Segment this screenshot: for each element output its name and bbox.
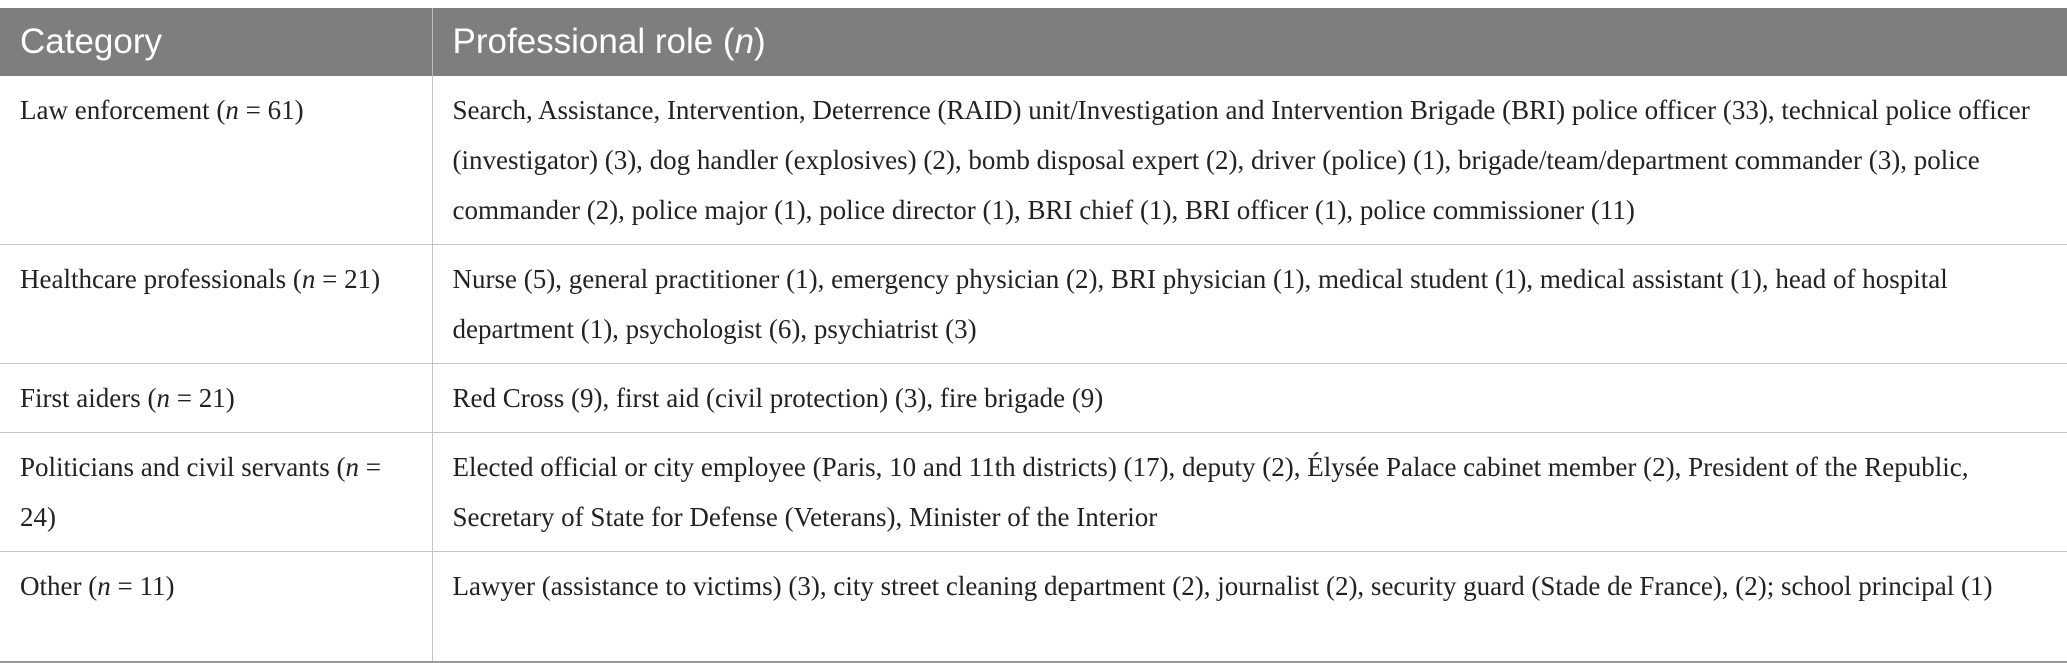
category-label: Politicians and civil servants ( — [20, 452, 346, 482]
category-label: Law enforcement ( — [20, 95, 226, 125]
table-header-row — [0, 8, 2067, 76]
n-value: = 24) — [20, 452, 381, 532]
roles-cell: Search, Assistance, Intervention, Deterrence (RAID) unit/Investigation and Intervention Brigade (BRI) police officer (33), technical police officer (investigator) (3), dog handler (explosives) (2), bomb disposal expert (2), driver (police) (1), brigade/team/department commander (3), police commander (2), police major (1), police director (1), BRI chief (1), BRI officer (1), police commissioner (11) — [432, 76, 2067, 245]
roles-cell: Lawyer (assistance to victims) (3), city street cleaning department (2), journalist (2), security guard (Stade de France), (2); school principal (1) — [432, 552, 2067, 662]
n-symbol: n — [301, 264, 316, 294]
category-cell — [0, 552, 432, 662]
roles-cell: Elected official or city employee (Paris, 10 and 11th districts) (17), deputy (2), Élysée Palace cabinet member (2), President of the Republic, Secretary of State for Defense (Veterans), Minister of the Interior — [432, 433, 2067, 552]
category-label: Other ( — [20, 571, 98, 601]
n-symbol: n — [225, 95, 239, 125]
roles-cell: Nurse (5), general practitioner (1), emergency physician (2), BRI physician (1), medical student (1), medical assistant (1), head of hospital department (1), psychologist (6), psychiatrist (3) — [432, 245, 2067, 364]
header-role-n: n — [734, 22, 755, 61]
category-cell — [0, 245, 432, 364]
n-value: = 21) — [169, 383, 235, 413]
header-role-suffix: ) — [754, 22, 766, 61]
category-cell — [0, 433, 432, 552]
header-professional-role — [432, 8, 2067, 76]
n-value: = 11) — [110, 571, 175, 601]
table-row — [0, 76, 2067, 245]
roles-cell: Red Cross (9), first aid (civil protection) (3), fire brigade (9) — [432, 364, 2067, 433]
n-value: = 61) — [238, 95, 304, 125]
table-row — [0, 364, 2067, 433]
n-value: = 21) — [315, 264, 381, 294]
table-row — [0, 245, 2067, 364]
category-cell — [0, 76, 432, 245]
professional-roles-table — [0, 8, 2067, 663]
table-row — [0, 552, 2067, 662]
table-row — [0, 433, 2067, 552]
n-symbol: n — [156, 383, 170, 413]
n-symbol: n — [345, 452, 359, 482]
header-role-prefix: Professional role ( — [452, 22, 735, 61]
category-label: First aiders ( — [20, 383, 157, 413]
category-label: Healthcare professionals ( — [20, 264, 302, 294]
n-symbol: n — [97, 571, 111, 601]
professional-roles-table-container — [0, 8, 2067, 663]
header-category: Category — [0, 8, 432, 76]
category-cell — [0, 364, 432, 433]
